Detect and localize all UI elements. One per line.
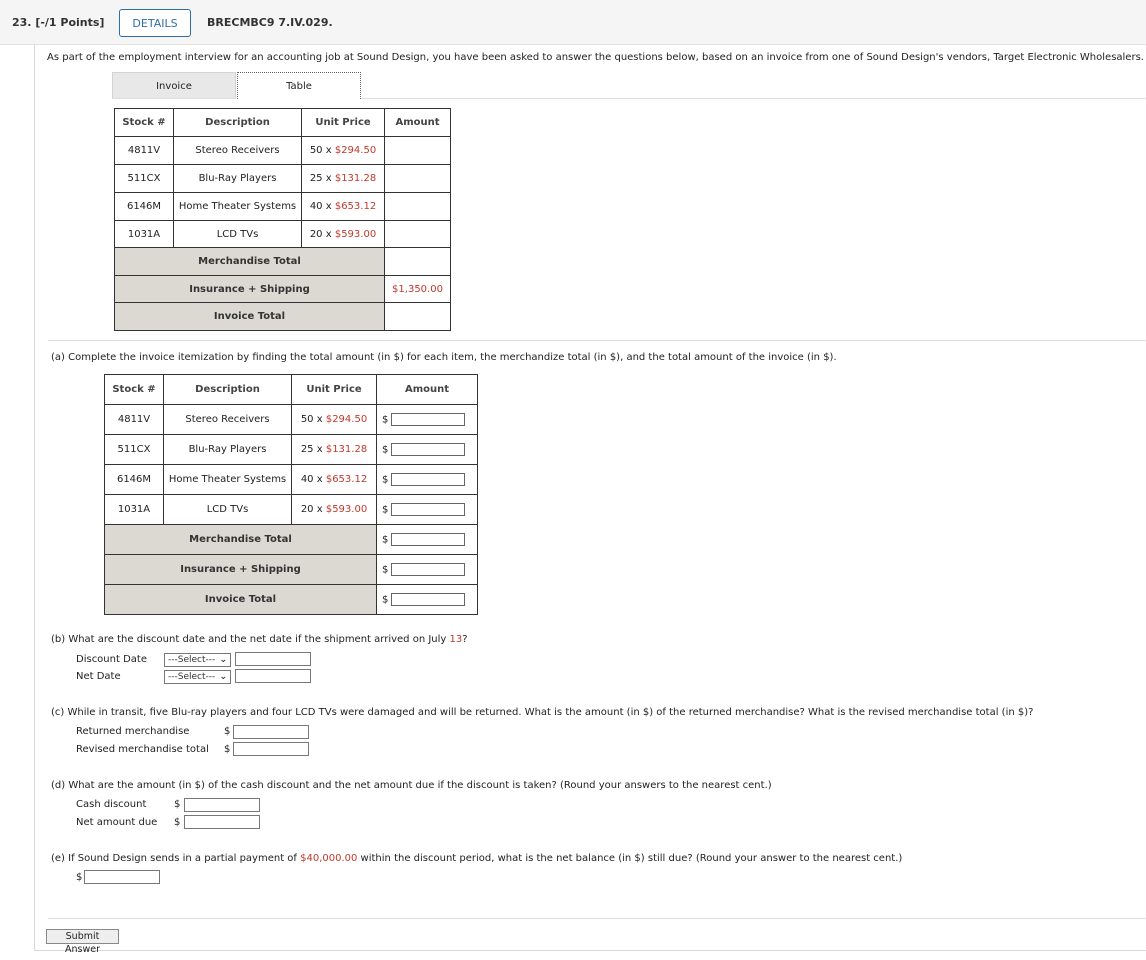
discount-date-select[interactable]: ---Select--- ⌄: [164, 653, 231, 667]
header-description: Description: [164, 375, 292, 405]
description-cell: Home Theater Systems: [164, 465, 292, 495]
details-button[interactable]: DETAILS: [119, 9, 191, 37]
description-cell: Blu-Ray Players: [164, 435, 292, 465]
header-stock: Stock #: [105, 375, 164, 405]
submit-answer-button[interactable]: Submit Answer: [46, 929, 119, 944]
amount-input-stereo-receivers[interactable]: [391, 413, 465, 426]
amount-cell: [385, 137, 451, 165]
header-amount: Amount: [377, 375, 478, 405]
description-cell: Stereo Receivers: [174, 137, 302, 165]
revised-merchandise-input[interactable]: [233, 742, 309, 756]
stock-cell: 6146M: [105, 465, 164, 495]
amount-input-home-theater[interactable]: [391, 473, 465, 486]
question-header: [0, 0, 1146, 45]
amount-cell: [385, 248, 451, 276]
discount-date-label: Discount Date: [76, 654, 147, 665]
table-row: [105, 465, 478, 495]
part-a-question: (a) Complete the invoice itemization by finding the total amount (in $) for each item, the merchandize total (in $), and the total amount of the invoice (in $).: [51, 352, 837, 363]
description-cell: LCD TVs: [174, 221, 302, 248]
question-number: 23. [-/1 Points]: [12, 16, 105, 29]
insurance-shipping-label: Insurance + Shipping: [115, 276, 385, 303]
unit-price-cell: 25 x $131.28: [292, 435, 377, 465]
intro-text: As part of the employment interview for an accounting job at Sound Design, you have been asked to answer the questions below, based on an invoice from one of Sound Design's vendors, Target Electronic Wholesalers.: [47, 52, 1144, 63]
unit-price-cell: 50 x $294.50: [302, 137, 385, 165]
answer-invoice-table: [104, 374, 478, 615]
net-amount-label: Net amount due: [76, 817, 158, 828]
insurance-shipping-input[interactable]: [391, 563, 465, 576]
description-cell: Stereo Receivers: [164, 405, 292, 435]
table-row: [115, 221, 451, 248]
amount-cell: $: [377, 435, 478, 465]
invoice-total-input[interactable]: [391, 593, 465, 606]
description-cell: Blu-Ray Players: [174, 165, 302, 193]
section-divider: [48, 918, 1146, 919]
unit-price-cell: 40 x $653.12: [292, 465, 377, 495]
amount-cell: [385, 303, 451, 331]
chevron-down-icon: ⌄: [219, 655, 227, 665]
revised-merchandise-label: Revised merchandise total: [76, 744, 209, 755]
table-row: [115, 193, 451, 221]
unit-price-cell: 50 x $294.50: [292, 405, 377, 435]
chevron-down-icon: ⌄: [219, 672, 227, 682]
unit-price-cell: 25 x $131.28: [302, 165, 385, 193]
amount-input-lcd-tvs[interactable]: [391, 503, 465, 516]
tab-table[interactable]: Table: [237, 72, 361, 99]
header-description: Description: [174, 109, 302, 137]
net-amount-input[interactable]: [184, 815, 260, 829]
table-row: [105, 495, 478, 525]
unit-price-cell: 20 x $593.00: [292, 495, 377, 525]
dollar-sign: $: [224, 744, 231, 755]
section-divider: [48, 340, 1146, 341]
amount-cell: $: [377, 465, 478, 495]
tab-divider: [112, 98, 236, 99]
net-date-label: Net Date: [76, 671, 121, 682]
table-row: [115, 137, 451, 165]
net-date-input[interactable]: [235, 669, 311, 683]
dollar-sign: $: [76, 872, 83, 883]
amount-cell: $: [377, 585, 478, 615]
part-e-question: (e) If Sound Design sends in a partial payment of $40,000.00 within the discount period, what is the net balance (in $) still due? (Round your answer to the nearest cent.): [51, 853, 903, 864]
amount-cell: [385, 165, 451, 193]
net-balance-input[interactable]: [84, 870, 160, 884]
amount-cell: $: [377, 555, 478, 585]
unit-price-cell: 20 x $593.00: [302, 221, 385, 248]
dollar-sign: $: [174, 799, 181, 810]
returned-merchandise-input[interactable]: [233, 725, 309, 739]
cash-discount-label: Cash discount: [76, 799, 147, 810]
dollar-sign: $: [224, 726, 231, 737]
table-row: [105, 435, 478, 465]
reference-invoice-table: [114, 108, 451, 331]
amount-cell: $: [377, 525, 478, 555]
header-unit-price: Unit Price: [292, 375, 377, 405]
stock-cell: 6146M: [115, 193, 174, 221]
amount-cell: $: [377, 495, 478, 525]
amount-cell: [385, 221, 451, 248]
part-b-question: (b) What are the discount date and the net date if the shipment arrived on July 13?: [51, 634, 468, 645]
invoice-total-label: Invoice Total: [115, 303, 385, 331]
insurance-shipping-label: Insurance + Shipping: [105, 555, 377, 585]
amount-cell: $: [377, 405, 478, 435]
tab-divider: [361, 98, 1146, 99]
part-c-question: (c) While in transit, five Blu-ray players and four LCD TVs were damaged and will be returned. What is the amount (in $) of the returned merchandise? What is the revised merchandise total (in $)?: [51, 707, 1034, 718]
amount-cell: [385, 193, 451, 221]
discount-date-input[interactable]: [235, 652, 311, 666]
stock-cell: 1031A: [115, 221, 174, 248]
stock-cell: 1031A: [105, 495, 164, 525]
unit-price-cell: 40 x $653.12: [302, 193, 385, 221]
returned-merchandise-label: Returned merchandise: [76, 726, 190, 737]
header-stock: Stock #: [115, 109, 174, 137]
merchandise-total-label: Merchandise Total: [105, 525, 377, 555]
dollar-sign: $: [174, 817, 181, 828]
description-cell: Home Theater Systems: [174, 193, 302, 221]
merchandise-total-label: Merchandise Total: [115, 248, 385, 276]
table-row: [105, 405, 478, 435]
stock-cell: 511CX: [115, 165, 174, 193]
part-d-question: (d) What are the amount (in $) of the cash discount and the net amount due if the discount is taken? (Round your answers to the nearest cent.): [51, 780, 772, 791]
description-cell: LCD TVs: [164, 495, 292, 525]
invoice-total-label: Invoice Total: [105, 585, 377, 615]
stock-cell: 4811V: [105, 405, 164, 435]
insurance-shipping-value: $1,350.00: [385, 276, 451, 303]
header-unit-price: Unit Price: [302, 109, 385, 137]
stock-cell: 4811V: [115, 137, 174, 165]
merchandise-total-input[interactable]: [391, 533, 465, 546]
tab-invoice[interactable]: Invoice: [112, 72, 236, 99]
amount-input-blu-ray-players[interactable]: [391, 443, 465, 456]
table-row: [115, 165, 451, 193]
cash-discount-input[interactable]: [184, 798, 260, 812]
question-code: BRECMBC9 7.IV.029.: [207, 16, 333, 29]
header-amount: Amount: [385, 109, 451, 137]
stock-cell: 511CX: [105, 435, 164, 465]
net-date-select[interactable]: ---Select--- ⌄: [164, 670, 231, 684]
